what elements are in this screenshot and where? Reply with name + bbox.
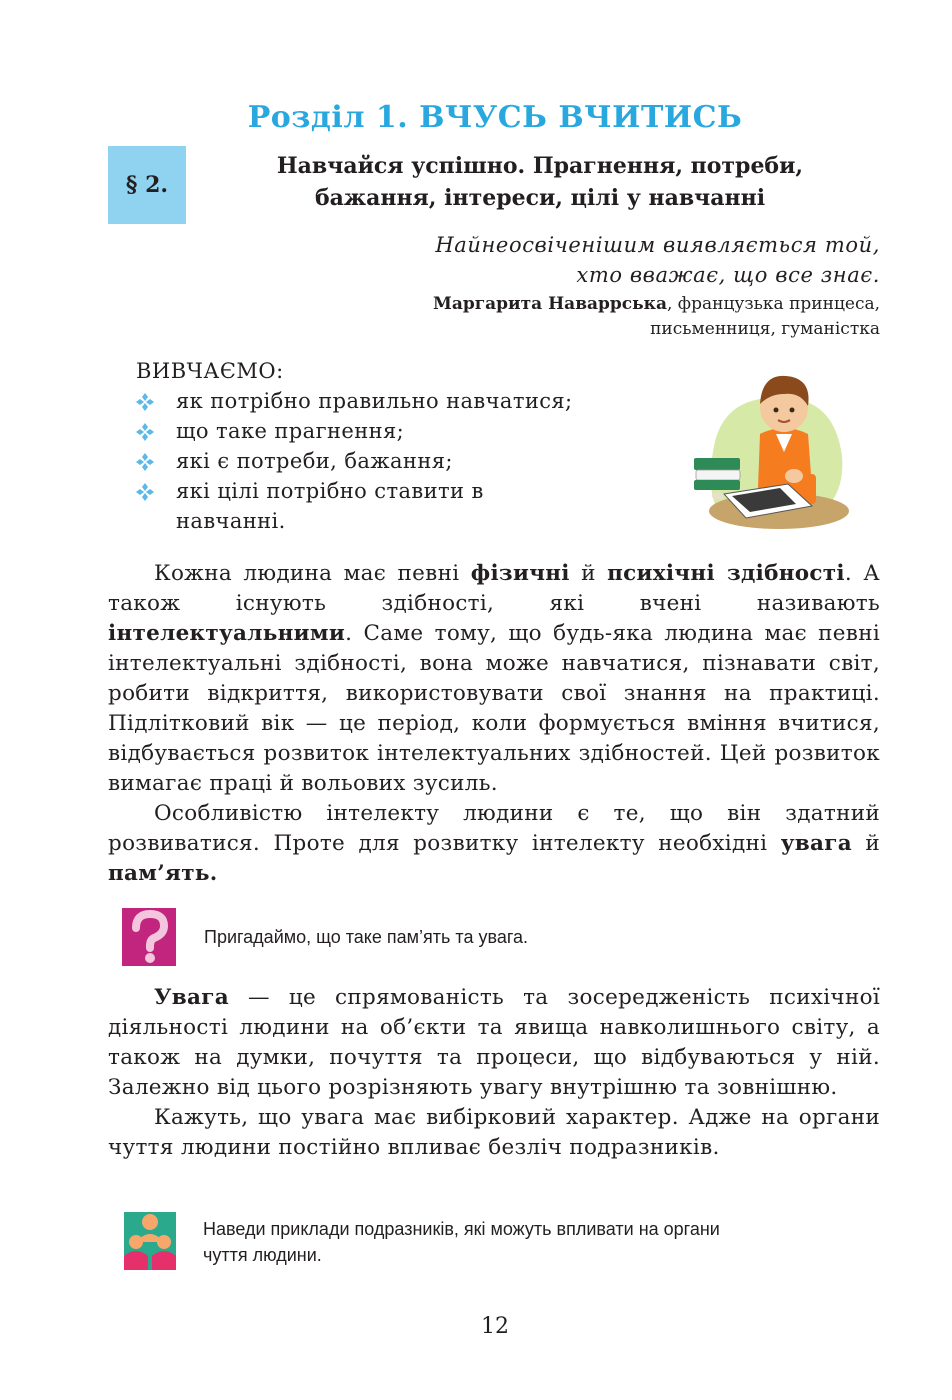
text: — це спрямованість та зосередженість психічної діяльності людини на об’єкти та явища навколишнього світу, а також на думки, почуття та процеси, що відбуваються у ній. Залежно від цього розрізняють увагу внутрішню та зовнішню. — [108, 985, 880, 1100]
paragraph-number: § 2. — [125, 172, 169, 198]
page-number: 12 — [481, 1314, 509, 1339]
text: Кожна людина має певні — [154, 561, 471, 586]
text: Особливістю інтелекту людини є те, що він здатний розвиватися. Проте для розвитку інтелекту необхідні — [108, 801, 880, 856]
diamond-bullet-icon — [136, 483, 154, 501]
task-line: Наведи приклади подразників, які можуть впливати на органи — [203, 1219, 720, 1239]
study-item — [136, 446, 636, 476]
study-item-text: як потрібно правильно навчатися; — [176, 389, 573, 413]
section-title: Розділ 1. ВЧУСЬ ВЧИТИСЬ — [247, 100, 743, 135]
text: й — [569, 561, 608, 586]
study-heading: ВИВЧАЄМО: — [136, 359, 284, 383]
task-text: Пригадаймо, що таке пам’ять та увага. — [204, 927, 529, 947]
epigraph-line: хто вважає, що все знає. — [576, 263, 880, 287]
diamond-bullet-icon — [136, 453, 154, 471]
author-description: , французька принцеса, — [666, 294, 880, 314]
bold-term: інтелектуальними — [108, 621, 346, 646]
study-item-text: які цілі потрібно ставити в навчанні. — [176, 479, 484, 533]
epigraph-line: Найнеосвіченішим виявляється той, — [435, 233, 880, 257]
paragraph — [108, 559, 880, 799]
paragraph-number-box — [108, 146, 186, 224]
text: . А також існують здібності, які вчені називають — [108, 561, 880, 616]
epigraph — [320, 230, 880, 342]
author-name: Маргарита Наваррська — [433, 294, 667, 314]
bold-term: Увага — [154, 985, 229, 1010]
task-text — [203, 1216, 720, 1268]
lesson-title-line: Навчайся успішно. Прагнення, потреби, — [276, 153, 804, 179]
diamond-bullet-icon — [136, 393, 154, 411]
author-description: письменниця, гуманістка — [650, 319, 880, 339]
paragraph — [108, 799, 880, 889]
study-item — [136, 386, 636, 416]
paragraph — [108, 1103, 880, 1163]
group-work-icon — [124, 1212, 176, 1270]
text: й — [851, 831, 880, 856]
study-list — [136, 356, 636, 536]
question-mark-icon — [122, 908, 176, 966]
task-line: чуття людини. — [203, 1245, 322, 1265]
lesson-title — [210, 150, 870, 214]
bold-term: психічні здібності — [607, 561, 845, 586]
text: . Саме тому, що будь-яка людина має певні інтелектуальні здібності, вона може навчатися, пізнавати світ, робити відкриття, використовувати свої знання на практиці. Підлітковий вік — це період, коли формується вміння вчитися, відбувається розвиток інтелектуальних здібностей. Цей розвиток вимагає праці й вольових зусиль. — [108, 621, 880, 796]
bold-term: фізичні — [470, 561, 570, 586]
study-item — [136, 476, 536, 536]
bold-term: пам’ять. — [108, 861, 218, 886]
study-item — [136, 416, 636, 446]
body-paragraphs — [108, 983, 880, 1163]
body-paragraphs — [108, 559, 880, 889]
lesson-title-line: бажання, інтереси, цілі у навчанні — [314, 185, 766, 211]
diamond-bullet-icon — [136, 423, 154, 441]
epigraph-author — [320, 292, 880, 317]
text: Кажуть, що увага має вибірковий характер. Адже на органи чуття людини постійно впливає безліч подразників. — [108, 1105, 880, 1160]
paragraph — [108, 983, 880, 1103]
bold-term: увага — [780, 831, 852, 856]
study-item-text: що таке прагнення; — [176, 419, 405, 443]
student-studying-illustration — [684, 356, 850, 532]
study-item-text: які є потреби, бажання; — [176, 449, 453, 473]
